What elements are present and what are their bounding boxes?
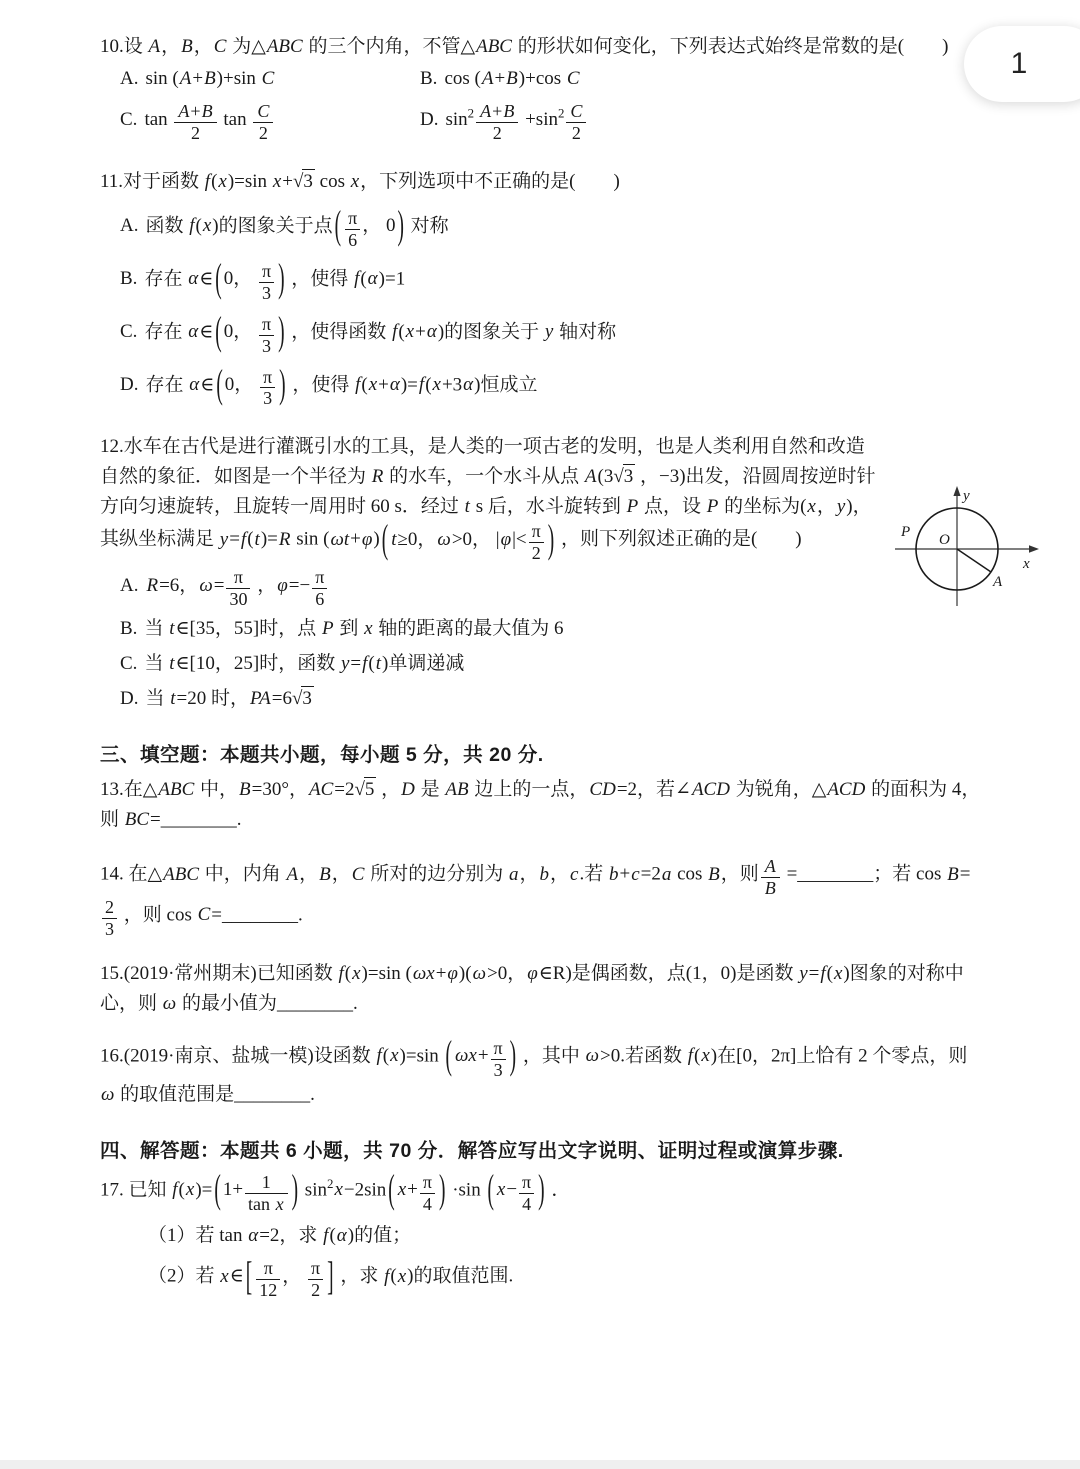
question-17-part1: （1）若 tan α=2，求 f(α)的值；	[148, 1225, 412, 1247]
page-number-pill	[964, 26, 1080, 102]
question-13	[100, 775, 985, 835]
question-12-options	[100, 568, 985, 714]
question-11	[100, 167, 985, 409]
option-D: D. $\sin^2$ $\frac{A+B}{2}$ $+\sin^2$ $\frac{C}{2}$	[420, 102, 985, 143]
label-O: O	[939, 532, 950, 549]
question-10-stem: 10.设 A，B，C 为△ABC 的三个内角，不管△ABC 的形状如何变化，下列表达式始终是常数的是( )	[100, 36, 949, 57]
option-A: A. 函数 f(x)的图象关于点 ( $\frac{\pi}{6}$ ， 0 ) 对称	[120, 205, 449, 250]
question-15-stem: 15.(2019·常州期末)已知函数 f(x)=sin (ωx+φ)(ω>0，φ∈R)是偶函数，点(1，0)是函数 y=f(x)图象的对称中心，则 ω 的最小值为________.	[100, 962, 964, 1014]
question-17-stem: 17. 已知 f(x)= ( 1+ $\frac{1}{\text{tan x}}$ ) $\sin^2x-2\sin$ ( x+ $\frac{\pi}{4}$ ) ·sin ( x− $\frac{\pi}{4}$ ) ．	[100, 1169, 571, 1214]
section-3-header: 三、填空题：本题共小题，每小题 5 分，共 20 分.	[100, 744, 544, 767]
question-17	[100, 1169, 985, 1301]
question-10	[100, 32, 985, 143]
question-10-options	[100, 64, 985, 143]
radius-OA	[957, 549, 991, 572]
question-11-options	[100, 205, 985, 409]
y-axis-arrow-icon	[953, 486, 960, 496]
question-13-stem: 13.在△ABC 中，B=30°，AC=2√5 ，D 是 AB 边上的一点，CD=2，若∠ACD 为锐角，△ACD 的面积为 4，则 BC=________.	[100, 779, 981, 831]
x-axis-arrow-icon	[1029, 546, 1039, 554]
page-number: 1	[1010, 47, 1028, 80]
option-B: B. 存在 α∈ ( 0， $\frac{\pi}{3}$ ) ，使得 f(α)=1	[120, 258, 406, 303]
label-P: P	[901, 524, 911, 541]
question-14-stem: 14. 在△ABC 中，内角 A，B，C 所对的边分别为 a，b，c.若 b+c=2a cos B，则 $\frac{A}{B}$ =________；若 cos B= $\frac{2}{3}$ ，则 cos C=________.	[100, 856, 971, 939]
label-x: x	[1023, 556, 1030, 573]
label-A: A	[993, 574, 1003, 591]
option-A: A. sin (A+B)+sin C	[120, 68, 275, 90]
option-D: D. 存在 α∈ ( 0， $\frac{\pi}{3}$ ) ，使得 f(x+α)=f(x+3α)恒成立	[120, 364, 538, 409]
label-y: y	[963, 488, 970, 505]
option-B: B. 当 t∈[35，55]时，点 P 到 x 轴的距离的最大值为 6	[120, 618, 564, 640]
question-15	[100, 959, 985, 1019]
section-4-header: 四、解答题：本题共 6 小题，共 70 分．解答应写出文字说明、证明过程或演算步骤.	[100, 1139, 844, 1162]
question-16-stem: 16.(2019·南京、盐城一模)设函数 f(x)=sin ( ωx+ $\frac{\pi}{3}$ ) ，其中 ω>0.若函数 f(x)在[0，2π]上恰有 2 个零点，则 ω 的取值范围是________.	[100, 1035, 968, 1105]
question-14	[100, 857, 985, 939]
question-12	[100, 432, 1030, 714]
option-D: D. 当 t=20 时，PA=6√3	[120, 688, 312, 710]
option-B: B. cos (A+B)+cos C	[420, 68, 580, 90]
option-C: C. tan $\frac{A+B}{2}$ tan $\frac{C}{2}$	[120, 102, 420, 143]
question-17-part2: （2）若 x∈ [ $\frac{\pi}{12}$ ， $\frac{\pi}{2}$ ] ，求 f(x)的取值范围.	[148, 1256, 514, 1301]
water-wheel-circle-diagram	[887, 482, 1047, 610]
option-C: C. 当 t∈[10，25]时，函数 y=f(t)单调递减	[120, 653, 465, 675]
question-12-stem: 12.水车在古代是进行灌溉引水的工具，是人类的一项古老的发明，也是人类利用自然和改造自然的象征．如图是一个半径为 R 的水车，一个水斗从点 A(3√3 ，−3)出发，沿圆周按逆时针方向匀速旋转，且旋转一周用时 60 s．经过 t s 后，水斗旋转到 P 点，设 P 的坐标为(x，y)，其纵坐标满足 y=f(t)=R sin (ωt+φ) ( t≥0，ω>0， |φ|< $\frac{\pi}{2}$ ) ，则下列叙述正确的是( )	[100, 436, 876, 564]
option-C: C. 存在 α∈ ( 0， $\frac{\pi}{3}$ ) ，使得函数 f(x+α)的图象关于 y 轴对称	[120, 311, 617, 356]
option-A: A. R=6，ω= $\frac{\pi}{30}$ ，φ=− $\frac{\pi}{6}$	[120, 568, 985, 609]
question-16	[100, 1035, 985, 1110]
bottom-strip	[0, 1460, 1080, 1469]
question-11-stem: 11.对于函数 f(x)=sin x+√3 cos x，下列选项中不正确的是( )	[100, 170, 620, 192]
